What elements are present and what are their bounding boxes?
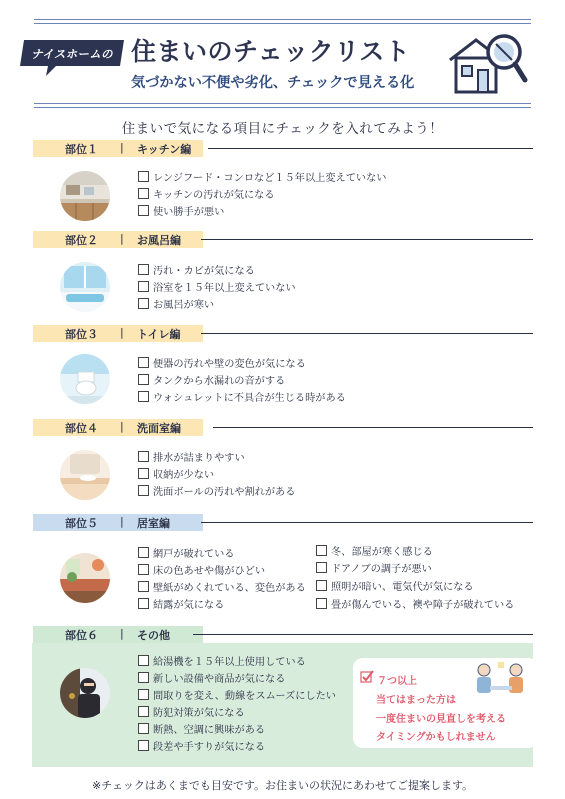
checkbox[interactable] [138,564,149,575]
checklist-item[interactable]: 段差や手すりが気になる [138,740,265,754]
header-rule [34,103,531,104]
checkbox[interactable] [138,205,149,216]
section-name: 居室編 [137,517,170,530]
checklist-item[interactable]: 給湯機を１５年以上使用している [138,655,306,669]
section-header-toilet [33,325,533,342]
note-text: 当てはまった方は [376,695,456,706]
house-magnifier-icon [446,30,528,96]
section-name: お風呂編 [137,234,181,247]
checklist-item[interactable]: 便器の汚れや壁の変色が気になる [138,357,306,371]
checklist-item[interactable]: 結露が気になる [138,598,224,612]
checkbox[interactable] [138,485,149,496]
section-separator: | [120,141,124,154]
checklist-item[interactable]: 間取りを変え、動線をスムーズにしたい [138,689,336,703]
checklist-item[interactable]: キッチンの汚れが気になる [138,188,275,202]
checkbox[interactable] [316,545,327,556]
checkbox[interactable] [316,598,327,609]
checklist-item[interactable]: レンジフード・コンロなど１５年以上変えていない [138,171,387,185]
checklist-item[interactable]: 汚れ・カビが気になる [138,264,255,278]
section-rule [213,427,533,428]
checkbox[interactable] [138,357,149,368]
section-header-kitchen [33,140,533,157]
washroom-photo [60,450,110,500]
section-rule [193,634,533,635]
checkbox[interactable] [138,264,149,275]
checklist-item[interactable]: ドアノブの調子が悪い [316,562,432,576]
section-header-other [33,626,533,643]
section-rule [208,148,533,149]
checklist-item[interactable]: 網戸が破れている [138,547,235,561]
checkbox[interactable] [138,374,149,385]
section-name: 洗面室編 [137,422,181,435]
note-text: タイミングかもしれません [376,732,496,743]
note-text: 一度住まいの見直しを考える [376,714,506,725]
section-number: 部位５ [65,517,98,530]
checkbox[interactable] [138,188,149,199]
family-illustration [470,658,532,702]
section-rule [201,522,533,523]
section-header-bath [33,231,533,248]
section-header-living-room [33,514,533,531]
section-separator: | [120,420,124,433]
top-rule [34,19,531,20]
checklist-item[interactable]: 床の色あせや傷がひどい [138,564,265,578]
footer-note: ※チェックはあくまでも目安です。お住まいの状況にあわせてご提案します。 [91,779,474,792]
checkbox[interactable] [138,740,149,751]
checkbox[interactable] [138,598,149,609]
checklist-item[interactable]: タンクから水漏れの音がする [138,374,285,388]
checkbox[interactable] [138,451,149,462]
section-rule [201,333,533,334]
checkbox[interactable] [138,547,149,558]
section-name: キッチン編 [137,143,192,156]
checkbox[interactable] [138,723,149,734]
checklist-item[interactable]: ウォシュレットに不具合が生じる時がある [138,391,346,405]
section-number: 部位４ [65,422,98,435]
checklist-item[interactable]: 照明が暗い、電気代が気になる [316,580,474,594]
checkbox[interactable] [138,689,149,700]
checklist-item[interactable]: 浴室を１５年以上変えていない [138,281,296,295]
header-rule [34,107,531,108]
checklist-item[interactable]: お風呂が寒い [138,298,214,312]
section-number: 部位１ [65,143,98,156]
checkbox[interactable] [138,391,149,402]
security-photo [60,668,110,718]
checked-box-icon [360,670,374,684]
section-separator: | [120,515,124,528]
checkbox[interactable] [138,655,149,666]
checklist-item[interactable]: 新しい設備や商品が気になる [138,672,285,686]
checkbox[interactable] [138,581,149,592]
section-rule [201,239,533,240]
checkbox[interactable] [138,298,149,309]
intro-text: 住まいで気になる項目にチェックを入れてみよう！ [121,121,444,137]
section-number: 部位３ [65,328,98,341]
checkbox[interactable] [138,281,149,292]
top-rule [34,23,531,24]
kitchen-photo [60,171,110,221]
checkbox[interactable] [138,672,149,683]
checklist-item[interactable]: 防犯対策が気になる [138,706,245,720]
checklist-item[interactable]: 洗面ボールの汚れや割れがある [138,485,295,499]
section-separator: | [120,232,124,245]
section-name: トイレ編 [137,328,181,341]
checkbox[interactable] [138,468,149,479]
checklist-item[interactable]: 断熱、空調に興味がある [138,723,265,737]
checklist-item[interactable]: 使い勝手が悪い [138,205,224,219]
section-number: 部位６ [65,629,98,642]
bathroom-photo [60,262,110,312]
living-room-photo [60,553,110,603]
toilet-photo [60,354,110,404]
checklist-item[interactable]: 畳が傷んでいる、襖や障子が破れている [316,598,514,612]
section-separator: | [120,326,124,339]
checklist-item[interactable]: 冬、部屋が寒く感じる [316,545,433,559]
brand-badge [16,38,124,72]
checkbox[interactable] [316,580,327,591]
checklist-item[interactable]: 壁紙がめくれている、変色がある [138,581,306,595]
section-number: 部位２ [65,234,98,247]
checklist-item[interactable]: 排水が詰まりやすい [138,451,245,465]
checkbox[interactable] [316,562,327,573]
brand-name: ナイスホームの [31,47,113,61]
section-name: その他 [137,629,170,642]
page-subtitle: 気づかない不便や劣化、チェックで見える化 [131,75,415,91]
section-header-washroom [33,419,533,436]
checklist-item[interactable]: 収納が少ない [138,468,214,482]
section-separator: | [120,627,124,640]
checkbox[interactable] [138,171,149,182]
note-threshold: ７つ以上 [377,676,417,687]
checkbox[interactable] [138,706,149,717]
page-title: 住まいのチェックリスト [131,37,411,66]
